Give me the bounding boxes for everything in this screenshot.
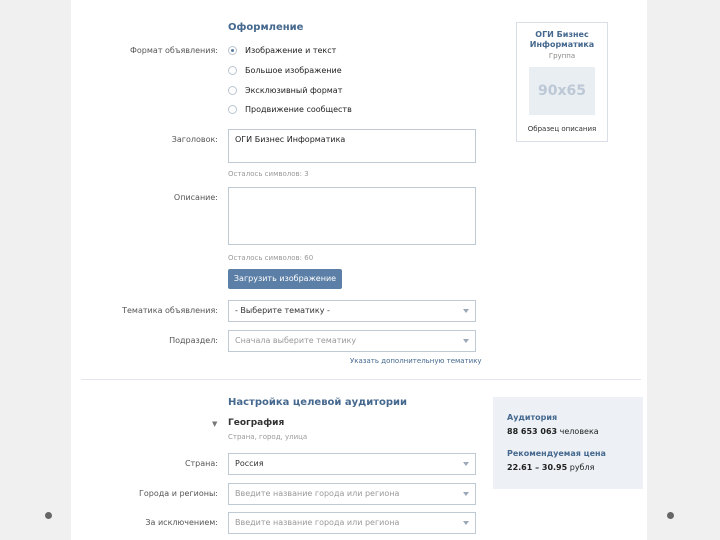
subsection-label: Подраздел: xyxy=(169,336,218,345)
price-unit: рубля xyxy=(569,463,595,472)
title-label: Заголовок: xyxy=(171,135,218,144)
audience-title: Аудитория xyxy=(507,413,558,422)
preview-title: ОГИ Бизнес Информатика xyxy=(529,30,595,49)
radio-icon[interactable] xyxy=(228,66,237,75)
chevron-down-icon xyxy=(463,462,469,466)
cities-input[interactable] xyxy=(228,483,476,505)
except-placeholder: Введите название города или региона xyxy=(235,518,400,527)
geo-hint: Страна, город, улица xyxy=(228,433,308,441)
chevron-down-icon xyxy=(463,339,469,343)
country-label: Страна: xyxy=(184,459,218,468)
slide-dot-right xyxy=(667,512,674,519)
description-remaining: Осталось символов: 60 xyxy=(228,254,314,262)
topic-select-value: - Выберите тематику - xyxy=(235,306,330,315)
design-section-title: Оформление xyxy=(228,22,304,33)
country-select[interactable] xyxy=(228,453,476,475)
price-line xyxy=(507,463,594,472)
radio-icon[interactable] xyxy=(228,105,237,114)
price-value: 22.61 – 30.95 xyxy=(507,463,568,472)
radio-selected-icon[interactable] xyxy=(228,46,237,55)
format-option-image-text[interactable] xyxy=(228,46,237,55)
title-input[interactable] xyxy=(228,129,476,163)
topic-label: Тематика объявления: xyxy=(122,306,218,315)
subsection-select-value: Сначала выберите тематику xyxy=(235,336,357,345)
format-label: Формат объявления: xyxy=(130,46,218,55)
audience-unit: человека xyxy=(559,427,599,436)
audience-count: 88 653 063 xyxy=(507,427,558,436)
subsection-select[interactable] xyxy=(228,330,476,352)
title-remaining: Осталось символов: 3 xyxy=(228,170,309,178)
chevron-down-icon xyxy=(463,492,469,496)
cities-placeholder: Введите название города или региона xyxy=(235,489,400,498)
radio-icon[interactable] xyxy=(228,86,237,95)
country-select-value: Россия xyxy=(235,459,264,468)
collapse-arrow-icon[interactable]: ▼ xyxy=(212,420,218,428)
extra-topic-link[interactable]: Указать дополнительную тематику xyxy=(350,357,482,365)
section-divider xyxy=(81,379,641,380)
except-label: За исключением: xyxy=(145,518,218,527)
ad-preview-card xyxy=(516,22,608,142)
audience-section-title: Настройка целевой аудитории xyxy=(228,397,408,408)
topic-select[interactable] xyxy=(228,300,476,322)
price-title: Рекомендуемая цена xyxy=(507,449,606,458)
preview-subtitle: Группа xyxy=(548,52,576,60)
upload-image-button[interactable]: Загрузить изображение xyxy=(228,269,342,289)
chevron-down-icon xyxy=(463,309,469,313)
title-input-value: ОГИ Бизнес Информатика xyxy=(235,135,346,144)
slide-dot-left xyxy=(45,512,52,519)
geo-title[interactable]: География xyxy=(228,418,285,428)
format-option-label[interactable]: Продвижение сообществ xyxy=(245,105,352,114)
format-option-label[interactable]: Эксклюзивный формат xyxy=(245,86,343,95)
preview-thumbnail: 90x65 xyxy=(529,67,595,115)
description-label: Описание: xyxy=(173,193,218,202)
audience-count-line xyxy=(507,427,599,436)
description-input[interactable] xyxy=(228,187,476,245)
except-input[interactable] xyxy=(228,512,476,534)
preview-description: Образец описания xyxy=(527,125,597,133)
cities-label: Города и регионы: xyxy=(138,489,218,498)
chevron-down-icon xyxy=(463,521,469,525)
format-option-label[interactable]: Изображение и текст xyxy=(245,46,337,55)
audience-summary-panel xyxy=(493,397,643,489)
format-option-label[interactable]: Большое изображение xyxy=(245,66,342,75)
